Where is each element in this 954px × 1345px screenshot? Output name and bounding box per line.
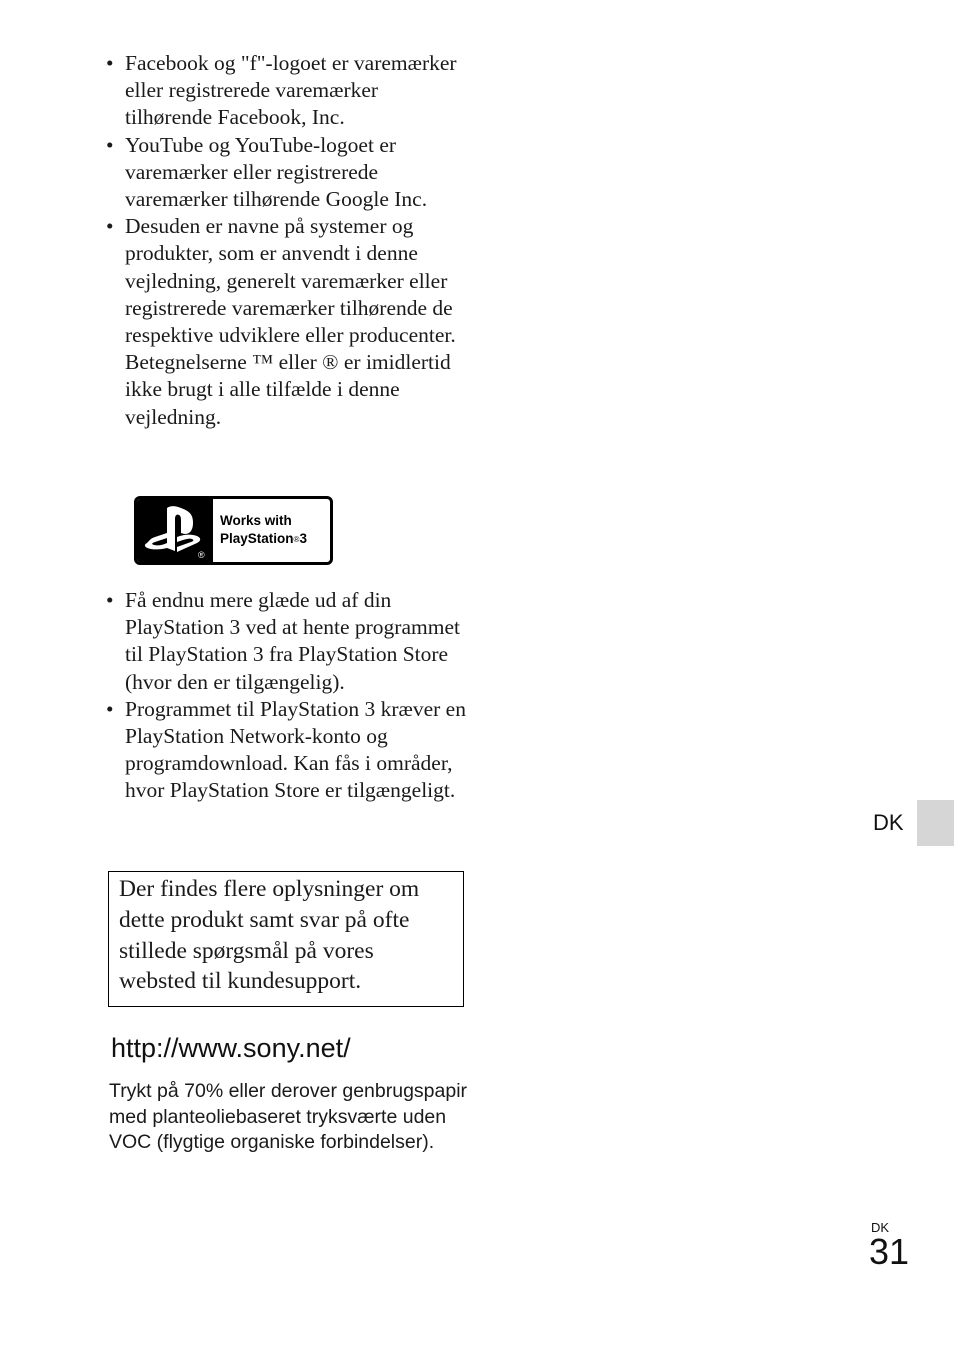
page-number: 31 — [869, 1231, 910, 1272]
badge-line-2 — [220, 530, 330, 549]
trademark-list — [106, 50, 466, 431]
support-info-box: Der findes flere oplysninger om dette produkt samt svar på ofte stillede spørgsmål på vores websted til kundesupport. — [108, 871, 464, 1007]
badge-text — [213, 499, 330, 562]
bullet-icon: • — [106, 214, 114, 239]
list-item-text: YouTube og YouTube-logoet er varemærker eller registrerede varemærker tilhørende Google Inc. — [125, 132, 428, 212]
playstation-list — [106, 587, 466, 805]
recycling-note: Trykt på 70% eller derover genbrugspapir med planteoliebaseret tryksværte uden VOC (flygtige organiske forbindelser). — [109, 1080, 468, 1153]
playstation-logo-icon — [137, 499, 213, 562]
badge-line-1: Works with — [220, 513, 292, 528]
list-item-text: Få endnu mere glæde ud af din PlayStation 3 ved at hente programmet til PlayStation 3 fra PlayStation Store (hvor den er tilgængelig). — [125, 588, 460, 694]
list-item — [106, 587, 466, 696]
list-item — [106, 132, 466, 214]
language-side-label: DK — [873, 810, 904, 835]
badge-model: 3 — [299, 531, 307, 546]
sony-url-link[interactable]: http://www.sony.net/ — [111, 1033, 351, 1063]
list-item — [106, 696, 466, 805]
badge-brand: PlayStation — [220, 531, 294, 546]
badge-registered-mark: ® — [293, 535, 300, 544]
list-item-text: Programmet til PlayStation 3 kræver en PlayStation Network-konto og programdownload. Kan fås i områder, hvor PlayStation Store er tilgængeligt. — [125, 696, 466, 803]
list-item-text: Facebook og "f"-logoet er varemærker eller registrerede varemærker tilhørende Facebook, Inc. — [125, 51, 457, 130]
works-with-playstation3-badge — [134, 496, 333, 565]
logo-registered-mark: ® — [198, 550, 205, 560]
list-item — [106, 50, 466, 132]
bullet-icon: • — [106, 588, 114, 612]
language-side-tab — [917, 800, 954, 846]
bullet-icon: • — [106, 132, 114, 157]
bullet-icon: • — [106, 51, 114, 75]
page-language-code: DK — [871, 1220, 890, 1235]
bullet-icon: • — [106, 696, 114, 721]
list-item — [106, 213, 466, 431]
list-item-text: Desuden er navne på systemer og produkter, som er anvendt i denne vejledning, generelt varemærker eller registrerede varemærker tilhørende de respektive udviklere eller producenter. Betegnelserne ™ eller ® er imidlertid ikke brugt i alle tilfælde i denne vejledning. — [125, 214, 456, 429]
